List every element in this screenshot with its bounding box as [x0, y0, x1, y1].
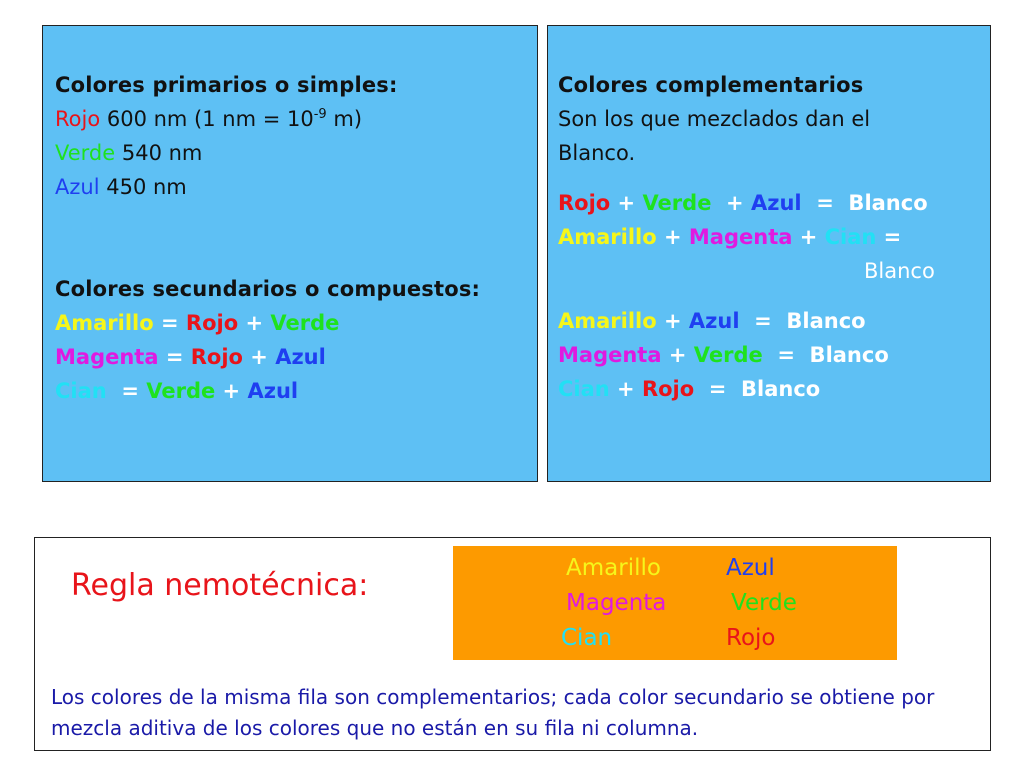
text-line	[55, 170, 537, 204]
text-run: Azul	[688, 309, 740, 333]
text-run: = Blanco	[694, 377, 821, 401]
text-run: Azul	[247, 379, 299, 403]
text-run: +	[609, 377, 642, 401]
mnemonic-cell: Magenta	[566, 590, 667, 616]
text-run: Cian	[558, 377, 610, 401]
text-line	[558, 304, 990, 338]
text-run: Verde	[55, 141, 116, 165]
primary-secondary-colors-panel	[42, 25, 538, 482]
mnemonic-grid	[453, 546, 897, 660]
text-run: Amarillo	[558, 225, 657, 249]
text-run: Rojo	[558, 191, 611, 215]
text-run: =	[876, 225, 902, 249]
text-line	[55, 136, 537, 170]
mnemonic-cell: Azul	[726, 555, 775, 581]
primarios-list	[55, 102, 537, 204]
text-line	[55, 374, 537, 408]
footnote-text: Los colores de la misma fila son complementarios; cada color secundario se obtiene por mezcla aditiva de los colores que no están en su fila ni columna.	[51, 685, 935, 740]
complementarios-heading: Colores complementarios	[558, 73, 864, 97]
text-run: +	[656, 309, 689, 333]
text-run: = Blanco	[762, 343, 889, 367]
intro-line-2: Blanco.	[558, 141, 636, 165]
text-run: m)	[326, 107, 363, 131]
text-run: Magenta	[688, 225, 793, 249]
regla-nemotecnica-title: Regla nemotécnica:	[71, 568, 369, 603]
text-line	[558, 220, 990, 254]
text-line	[558, 186, 990, 220]
mnemonic-rule-panel	[34, 537, 991, 751]
text-run: =	[153, 311, 186, 335]
text-run: +	[215, 379, 248, 403]
text-run: Verde	[146, 379, 216, 403]
text-run: +	[242, 345, 276, 369]
text-run: Amarillo	[55, 311, 154, 335]
text-run: +	[711, 191, 751, 215]
text-run: = Blanco	[739, 309, 866, 333]
text-run: Magenta	[55, 345, 159, 369]
text-run: Verde	[693, 343, 763, 367]
secundarios-heading: Colores secundarios o compuestos:	[55, 277, 481, 301]
text-line	[55, 306, 537, 340]
text-run: Verde	[642, 191, 712, 215]
mnemonic-cell: Amarillo	[566, 555, 661, 581]
mnemonic-cell: Verde	[731, 590, 797, 616]
mnemonic-cell: Cian	[561, 625, 613, 651]
text-run: +	[238, 311, 271, 335]
text-run: +	[661, 343, 694, 367]
text-run: Azul	[275, 345, 326, 369]
text-run: Cian	[55, 379, 107, 403]
text-run: Rojo	[55, 107, 101, 131]
text-run: Amarillo	[558, 309, 657, 333]
mnemonic-cell: Rojo	[726, 625, 776, 651]
text-run: Rojo	[641, 377, 695, 401]
text-run: =	[106, 379, 147, 403]
group-1-continuation: Blanco	[864, 259, 935, 283]
text-run: +	[792, 225, 825, 249]
complementary-group-1	[558, 186, 990, 254]
complementary-group-2	[558, 304, 990, 406]
text-run: Cian	[824, 225, 877, 249]
text-line	[558, 372, 990, 406]
text-run: 600 nm (1 nm = 10	[100, 107, 314, 131]
text-run: Azul	[55, 175, 100, 199]
text-line	[55, 102, 537, 136]
secundarios-list	[55, 306, 537, 408]
text-run: Verde	[270, 311, 340, 335]
text-run: Rojo	[190, 345, 243, 369]
text-run: Rojo	[185, 311, 239, 335]
text-line	[55, 340, 537, 374]
text-run: 540 nm	[115, 141, 203, 165]
text-run: -9	[313, 107, 327, 122]
text-run: Magenta	[558, 343, 662, 367]
text-run: 450 nm	[99, 175, 187, 199]
intro-line-1: Son los que mezclados dan el	[558, 107, 871, 131]
text-run: Azul	[750, 191, 802, 215]
primarios-heading: Colores primarios o simples:	[55, 73, 398, 97]
complementary-colors-panel	[547, 25, 991, 482]
text-run: +	[610, 191, 643, 215]
text-run: +	[656, 225, 689, 249]
text-run: =	[158, 345, 191, 369]
text-line	[558, 338, 990, 372]
text-run: = Blanco	[801, 191, 928, 215]
